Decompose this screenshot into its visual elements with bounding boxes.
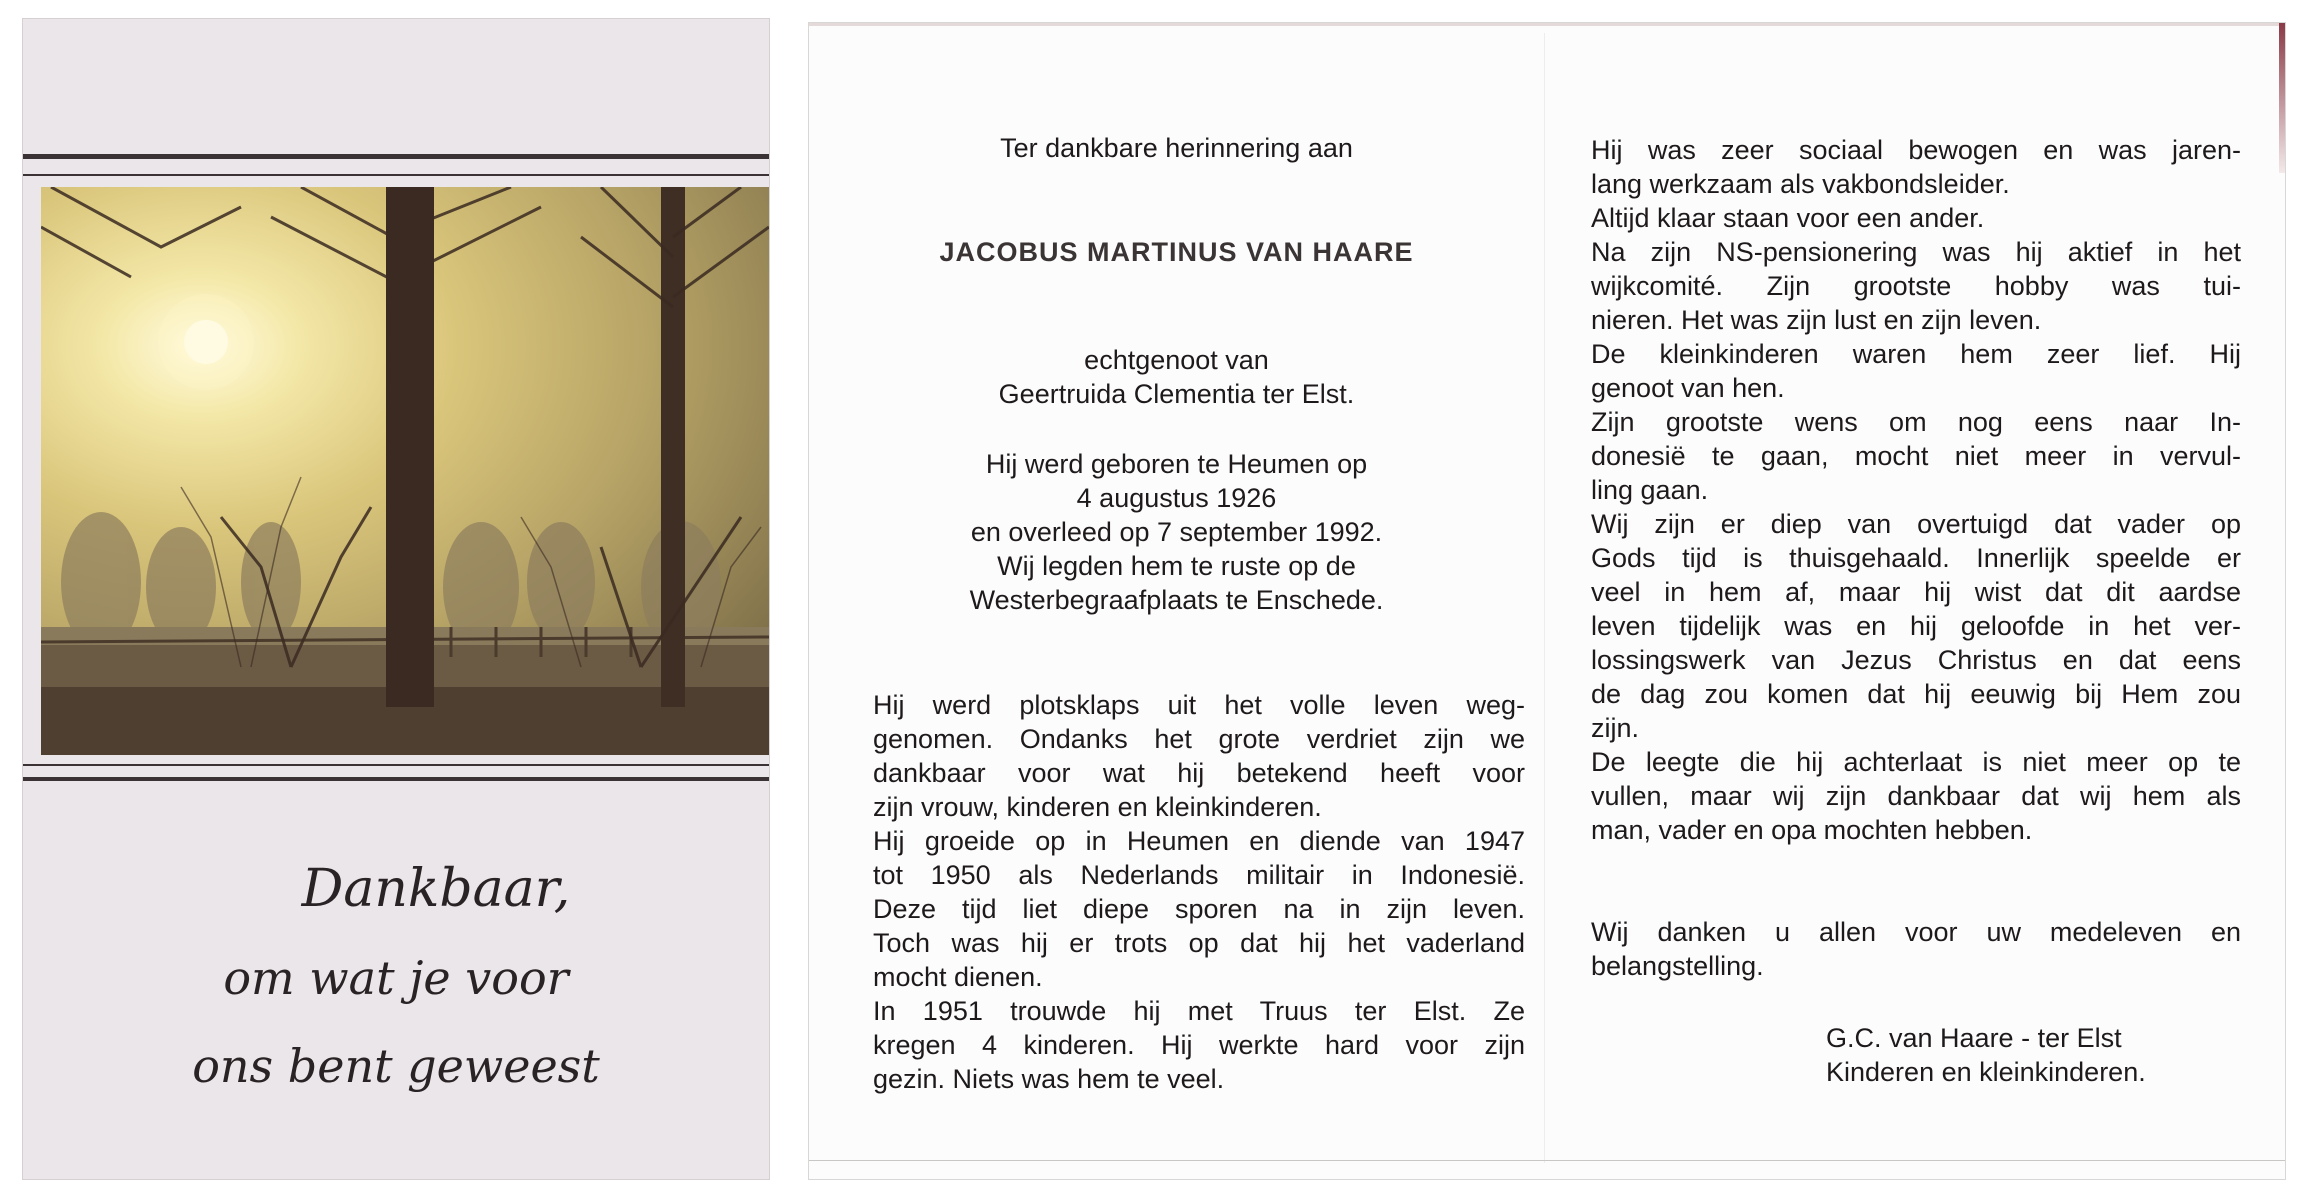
life-line-2: 4 augustus 1926 [1076,483,1277,513]
paragraph-line: man, vader en opa mochten hebben. [1591,815,2033,845]
paragraph-line: veel in hem af, maar hij wist dat dit aardse [1591,577,2241,607]
spouse-name: Geertruida Clementia ter Elst. [998,379,1355,409]
paragraph-line: zijn. [1591,713,1640,743]
paragraph-line: Zijn grootste wens om nog eens naar In- [1591,407,2241,437]
left-paragraph [873,688,1525,1096]
life-line-1: Hij werd geboren te Heumen op [985,449,1368,479]
paragraph-line: Hij werd plotsklaps uit het volle leven weg- [873,690,1525,720]
top-edge [809,23,2285,26]
intro-text: Ter dankbare herinnering aan [1000,133,1353,163]
paragraph-line: donesië te gaan, mocht niet meer in vervul- [1591,441,2241,471]
life-line-4: Wij legden hem te ruste op de [997,551,1356,581]
paragraph-line: kregen 4 kinderen. Hij werkte hard voor zijn [873,1030,1525,1060]
landscape-illustration [41,187,769,755]
paragraph-line: wijkcomité. Zijn grootste hobby was tui- [1591,271,2241,301]
paragraph-line: genoot van hen. [1591,373,1785,403]
paragraph-line: de dag zou komen dat hij eeuwig bij Hem zou [1591,679,2241,709]
paragraph-line: tot 1950 als Nederlands militair in Indonesië. [873,860,1525,890]
script-line-3: ons bent geweest [192,1039,600,1093]
front-card [22,18,770,1180]
deceased-name: JACOBUS MARTINUS VAN HAARE [939,237,1414,267]
paragraph-line: De leegte die hij achterlaat is niet meer op te [1591,747,2241,777]
paragraph-line: Hij groeide op in Heumen en diende van 1947 [873,826,1525,856]
inside-card [808,22,2286,1180]
right-paragraph [1591,133,2241,847]
life-line-3: en overleed op 7 september 1992. [970,517,1383,547]
paragraph-line: lang werkzaam als vakbondsleider. [1591,169,2010,199]
center-fold [1544,33,1545,1163]
signature-line: Kinderen en kleinkinderen. [1826,1057,2146,1087]
bottom-divider-thick [23,777,769,781]
thanks-paragraph [1591,915,2241,983]
signature-line: G.C. van Haare - ter Elst [1826,1023,2122,1053]
paragraph-line: zijn vrouw, kinderen en kleinkinderen. [873,792,1322,822]
paragraph-line: nieren. Het was zijn lust en zijn leven. [1591,305,2042,335]
paragraph-line: leven tijdelijk was en hij geloofde in het ver- [1591,611,2241,641]
paragraph-line: De kleinkinderen waren hem zeer lief. Hij [1591,339,2241,369]
life-line-5: Westerbegraafplaats te Enschede. [969,585,1384,615]
paragraph-line: belangstelling. [1591,951,1764,981]
paragraph-line: Wij danken u allen voor uw medeleven en [1591,917,2241,947]
signature-block [1826,1021,2146,1089]
paragraph-line: Wij zijn er diep van overtuigd dat vader op [1591,509,2241,539]
paragraph-line: lossingswerk van Jezus Christus en dat eens [1591,645,2241,675]
paragraph-line: genomen. Ondanks het grote verdriet zijn we [873,724,1525,754]
script-line-2: om wat je voor [223,951,569,1005]
paragraph-line: Hij was zeer sociaal bewogen en was jaren- [1591,135,2241,165]
paragraph-line: Na zijn NS-pensionering was hij aktief in het [1591,237,2241,267]
paragraph-line: vullen, maar wij zijn dankbaar dat wij hem als [1591,781,2241,811]
paragraph-line: gezin. Niets was hem te veel. [873,1064,1225,1094]
bottom-divider-thin [23,764,769,766]
right-edge-shadow [2279,23,2285,173]
paragraph-line: Gods tijd is thuisgehaald. Innerlijk speelde er [1591,543,2241,573]
spouse-label: echtgenoot van [1084,345,1269,375]
paragraph-line: ling gaan. [1591,475,1709,505]
paragraph-line: Deze tijd liet diepe sporen na in zijn leven. [873,894,1525,924]
top-divider-thin [23,174,769,176]
paragraph-line: mocht dienen. [873,962,1043,992]
script-line-1: Dankbaar, [301,859,571,919]
top-divider-thick [23,154,769,159]
sunrise-trees-photo [41,187,769,755]
paragraph-line: dankbaar voor wat hij betekend heeft voor [873,758,1525,788]
paragraph-line: Altijd klaar staan voor een ander. [1591,203,1985,233]
bottom-rule [809,1160,2285,1161]
paragraph-line: Toch was hij er trots op dat hij het vaderland [873,928,1525,958]
paragraph-line: In 1951 trouwde hij met Truus ter Elst. Ze [873,996,1525,1026]
